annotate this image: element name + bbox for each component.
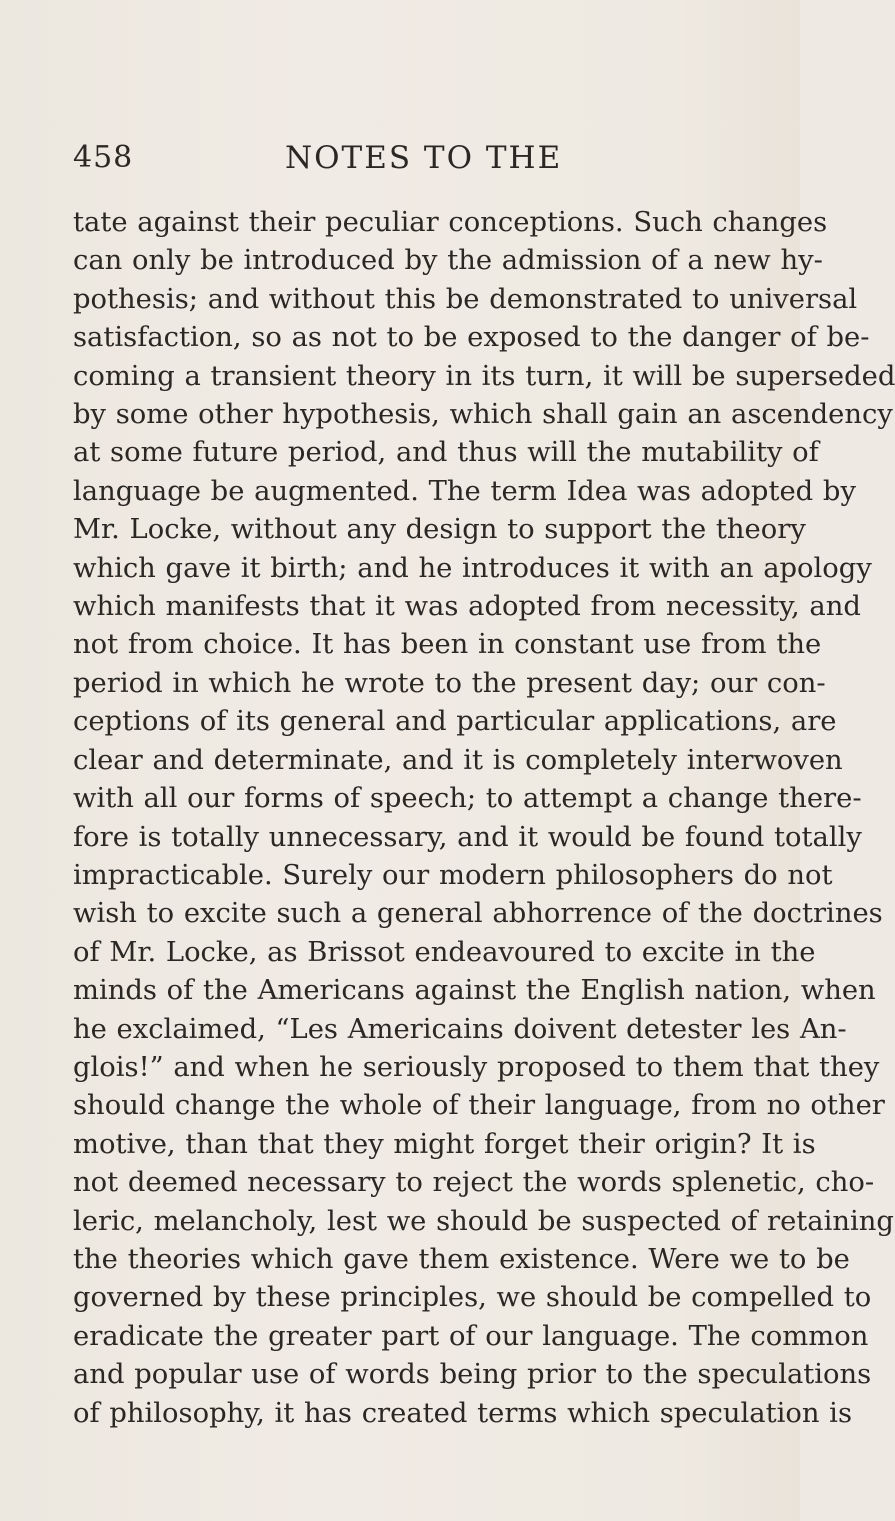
text-line: fore is totally unnecessary, and it would be found totally <box>73 821 862 853</box>
text-line: can only be introduced by the admission of a new hy- <box>73 245 823 277</box>
text-line: and popular use of words being prior to the speculations <box>73 1359 872 1391</box>
text-line: leric, melancholy, lest we should be suspected of retaining <box>73 1205 894 1237</box>
body-text <box>73 204 895 1433</box>
text-line: Mr. Locke, without any design to support the theory <box>73 514 806 546</box>
page-number: 458 <box>73 140 134 175</box>
text-line: by some other hypothesis, which shall gain an ascendency <box>73 399 893 431</box>
text-line: pothesis; and without this be demonstrated to universal <box>73 283 858 315</box>
text-line: language be augmented. The term Idea was adopted by <box>73 475 856 507</box>
text-line: satisfaction, so as not to be exposed to the danger of be- <box>73 322 870 354</box>
text-line: not deemed necessary to reject the words splenetic, cho- <box>73 1167 875 1199</box>
text-line: tate against their peculiar conceptions. Such changes <box>73 207 828 238</box>
text-line: the theories which gave them existence. Were we to be <box>73 1243 850 1275</box>
text-line: not from choice. It has been in constant use from the <box>73 629 822 661</box>
text-line: ceptions of its general and particular applications, are <box>73 706 837 738</box>
text-line: motive, than that they might forget their origin? It is <box>73 1128 816 1160</box>
text-line: impracticable. Surely our modern philosophers do not <box>73 859 833 891</box>
text-line: at some future period, and thus will the mutability of <box>73 437 819 469</box>
text-line: clear and determinate, and it is completely interwoven <box>73 744 843 776</box>
text-line: with all our forms of speech; to attempt a change there- <box>73 783 862 815</box>
text-line: governed by these principles, we should be compelled to <box>73 1282 872 1314</box>
text-line: should change the whole of their language, from no other <box>73 1090 885 1122</box>
running-title: NOTES TO THE <box>285 140 563 176</box>
text-line: which gave it birth; and he introduces it with an apology <box>73 552 872 584</box>
running-head <box>73 140 740 190</box>
text-line: minds of the Americans against the English nation, when <box>73 975 876 1007</box>
text-line: he exclaimed, “Les Americains doivent detester les An- <box>73 1013 847 1045</box>
text-line: eradicate the greater part of our language. The common <box>73 1320 869 1352</box>
text-line: of Mr. Locke, as Brissot endeavoured to excite in the <box>73 936 816 968</box>
text-line: glois!” and when he seriously proposed to them that they <box>73 1051 880 1083</box>
text-line: of philosophy, it has created terms which speculation is <box>73 1397 853 1429</box>
text-line: period in which he wrote to the present day; our con- <box>73 667 826 699</box>
text-line: wish to excite such a general abhorrence of the doctrines <box>73 898 883 930</box>
text-line: coming a transient theory in its turn, it will be superseded <box>73 360 895 392</box>
text-line: which manifests that it was adopted from necessity, and <box>73 591 861 623</box>
